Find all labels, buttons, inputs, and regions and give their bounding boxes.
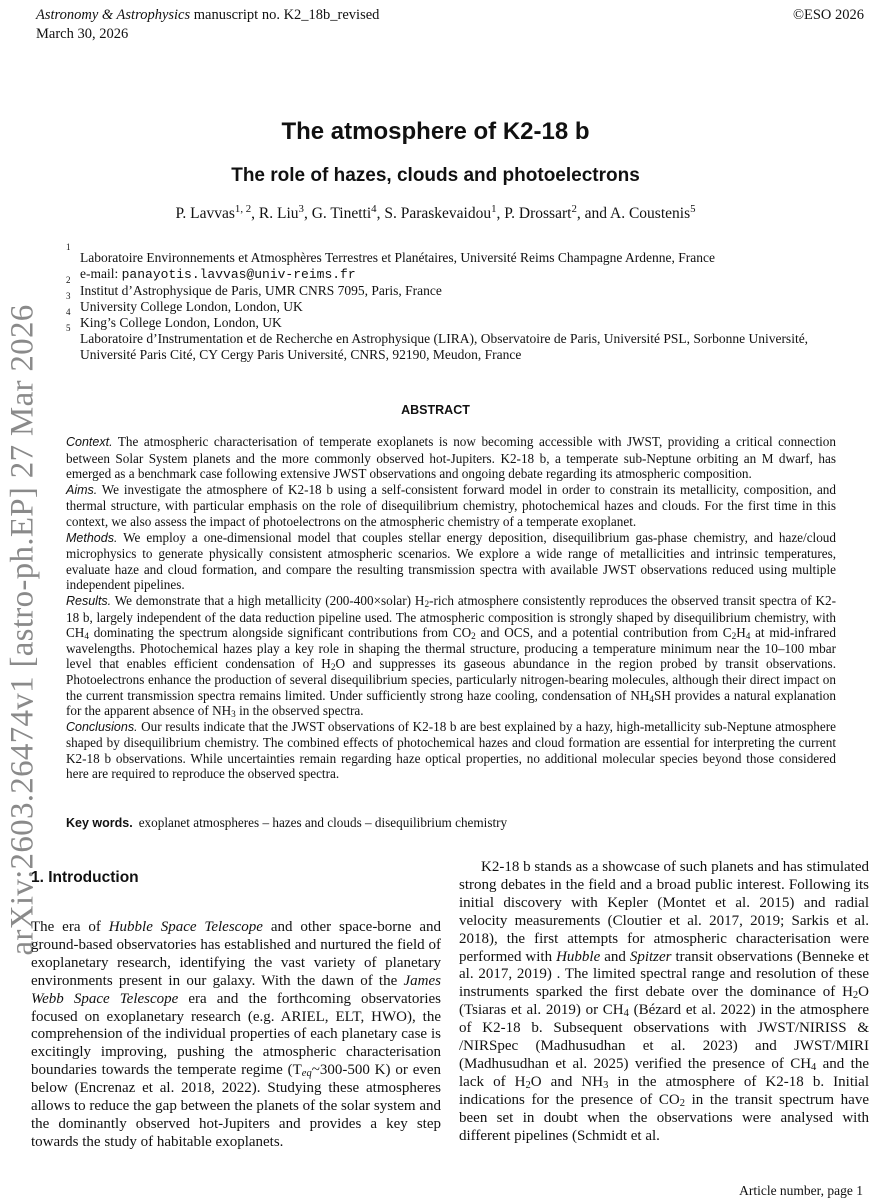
author[interactable]: S. Paraskevaidou$^1$ [384,202,497,222]
running-header [36,6,864,44]
paper-title: The atmosphere of K2-18 b [281,118,590,145]
author[interactable]: P. Drossart$^2$ [504,202,577,222]
page-footer: Article number, page 1 [739,1183,863,1198]
email-link[interactable]: panayotis.lavvas@univ-reims.fr [121,267,356,282]
abstract-heading: ABSTRACT [401,403,470,417]
abstract-conclusions: Conclusions. Our results indicate that the JWST observations of K2-18 b are best explained by a hazy, high-metallicity sub-Neptune atmosphere shaped by disequilibrium chemistry. The combined effects of photochemical hazes and cloud formation are essential for interpreting the current K2-18 b observations. While uncertainties remain regarding haze optical properties, no additional molecular species beyond those considered here are required to reproduce the observed spectra. [66,718,836,782]
author[interactable]: A. Coustenis$^5$ [610,202,696,222]
abstract-context: Context. The atmospheric characterisation of temperate exoplanets is now becoming accessible with JWST, providing a critical connection between Solar System planets and the more commonly observed hot-Jupiters. K2-18 b, a temperate sub-Neptune orbiting an M dwarf, has emerged as a benchmark case following extensive JWST observations and ongoing debate regarding its atmospheric composition. [66,434,836,482]
author[interactable]: P. Lavvas$^{1, 2}$ [175,202,252,222]
affiliation: 4 King’s College London, London, UK [66,307,282,330]
abstract-results: Results. We demonstrate that a high metallicity (200-400×solar) $H_2$-rich atmosphere consistently reproduces the observed transit spectra of K2-18 b, largely independent of the data reduction pipeline used. The atmospheric composition is strongly shaped by disequilibrium chemistry, with $CH_4$ dominating the spectrum alongside significant contributions from $CO_2$ and OCS, and a potential contribution from $C_2H_4$ at mid-infrared wavelengths. Photochemical hazes play a key role in shaping the thermal structure, producing a temperature minimum near the 10–100 mbar level that enables efficient condensation of $H_2O$ and suppresses its gaseous abundance in the region probed by transit observations. Photoelectrons enhance the production of several disequilibrium species, particularly nitrogen-bearing molecules, although their direct impact on the current transmission spectra remains limited. Under sufficiently strong haze cooling, condensation of $NH_4SH$ provides a natural explanation for the apparent absence of $NH_3$ in the observed spectra. [66,592,836,720]
author-list: P. Lavvas$^{1, 2}$, R. Liu$^3$, G. Tinetti$^4$, S. Paraskevaidou$^1$, P. Drossart$^2$, and A. Coustenis$^5$ [175,202,696,222]
intro-column-left [31,919,441,1152]
keywords-text: exoplanet atmospheres – hazes and clouds – disequilibrium chemistry [138,815,508,830]
affiliation: 1 Laboratoire Environnements et Atmosphères Terrestres et Planétaires, Université Reims Champagne Ardenne, France e-mail: panayotis.lavvas@univ-reims.fr [66,242,715,282]
affiliation: 3 University College London, London, UK [66,291,303,314]
keywords-label: Key words. [66,816,133,830]
abstract-methods: Methods. We employ a one-dimensional model that couples stellar energy deposition, disequilibrium gas-phase chemistry, and haze/cloud microphysics to generate physically consistent atmospheric scenarios. We explore a wide range of metallicities and intrinsic temperatures, evaluate haze and cloud formation, and compare the resulting transmission spectra with available JWST observations reduced using multiple independent pipelines. [66,529,836,593]
author[interactable]: G. Tinetti$^4$ [311,202,377,222]
intro-paragraph: K2-18 b stands as a showcase of such planets and has stimulated strong debates in the field and a broad public interest. Following its initial discovery with Kepler (Montet et al. 2015) and radial velocity measurements (Cloutier et al. 2017, 2019; Sarkis et al. 2018), the first attempts for atmospheric characterisation were performed with Hubble and Spitzer transit observations (Benneke et al. 2017, 2019) . The limited spectral range and resolution of these instruments sparked the first debate over the dominance of $H_2O$ (Tsiaras et al. 2019) or $CH_4$ (Bézard et al. 2022) in the atmosphere of K2-18 b. Subsequent observations with JWST/NIRISS & /NIRSpec (Madhusudhan et al. 2023) and JWST/MIRI (Madhusudhan et al. 2025) verified the presence of $CH_4$ and the lack of $H_2O$ and $NH_3$ in the atmosphere of K2-18 b. Initial indications for the presence of $CO_2$ in the transit spectrum have been set in doubt when the observations were analysed with different pipelines (Schmidt et al. [459,859,870,1144]
header-date: March 30, 2026 [36,26,129,42]
keywords [66,815,836,831]
author[interactable]: R. Liu$^3$ [258,202,304,222]
journal-name: Astronomy & Astrophysics [36,7,191,23]
manuscript-number: manuscript no. K2_18b_revised [190,7,380,23]
abstract-aims: Aims. We investigate the atmosphere of K2-18 b using a self-consistent forward model in order to constrain its metallicity, composition, and thermal structure, with particular emphasis on the role of disequilibrium chemistry, photochemical hazes and clouds. For the first time in this context, we also assess the impact of photoelectrons on the atmospheric chemistry of a temperate exoplanet. [66,481,836,529]
abstract [66,434,836,782]
section-heading-introduction: 1. Introduction [31,869,139,886]
arxiv-id: arXiv:2603.26474v1 [astro-ph.EP] 27 Mar 2026 [4,304,41,956]
intro-column-right [459,859,869,1146]
copyright: ©ESO 2026 [792,7,864,23]
affiliation: 2 Institut d’Astrophysique de Paris, UMR CNRS 7095, Paris, France [66,275,442,298]
affiliations [66,242,846,363]
arxiv-stamp[interactable] [0,290,50,970]
intro-paragraph: The era of Hubble Space Telescope and other space-borne and ground-based observatories has established and nurtured the field of exoplanetary research, identifying the vast variety of planetary environments present in our galaxy. With the dawn of the James Webb Space Telescope era and the forthcoming observatories focused on exoplanetary research (e.g. ARIEL, ELT, HWO), the comprehension of the individual properties of each planetary case is excitingly improving, pushing the atmospheric characterisation boundaries towards the temperate regime ($T_{eq}\sim 300-500$ K) or even below (Encrenaz et al. 2018, 2022). Studying these atmospheres allows to reduce the gap between the planets of the solar system and the dominantly observed hot-Jupiters and provides a key step towards the study of habitable exoplanets. [31,919,442,1150]
affiliation: 5 Laboratoire d’Instrumentation et de Recherche en Astrophysique (LIRA), Observatoire de Paris, Université PSL, Sorbonne Université, Université Paris Cité, CY Cergy Paris Université, CNRS, 92190, Meudon, France [66,323,809,362]
paper-subtitle: The role of hazes, clouds and photoelectrons [231,165,640,186]
